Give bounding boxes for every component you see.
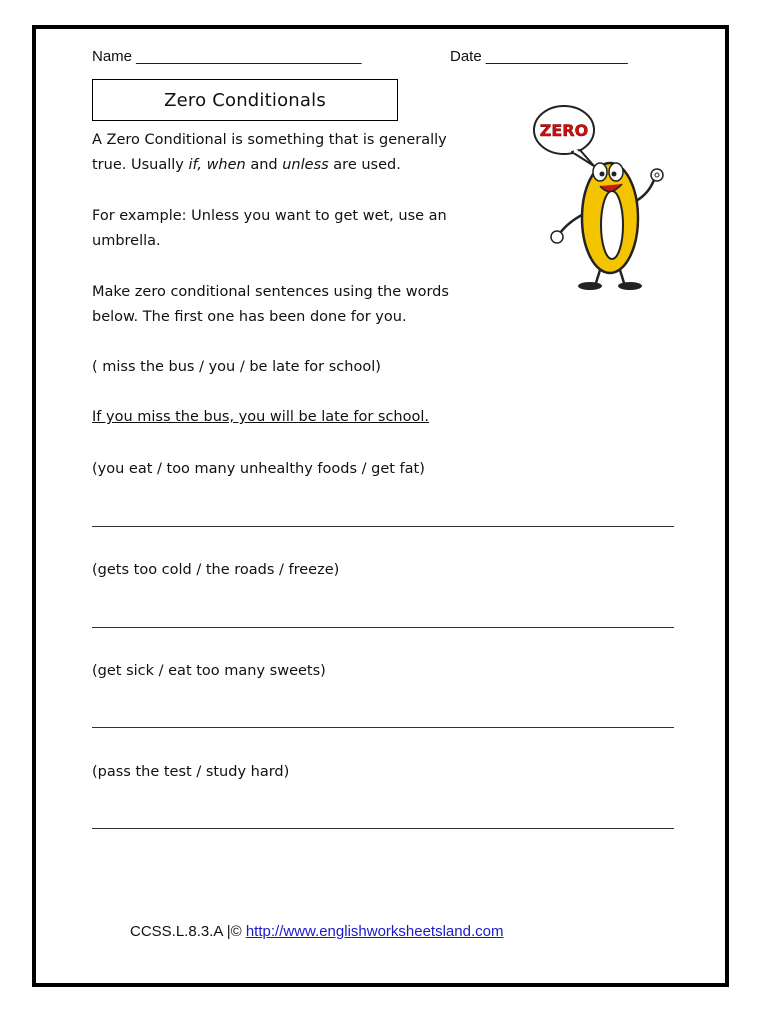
intro-if-when: if, when [188,157,246,173]
zero-mascot-icon [530,100,670,295]
intro-text-and: and [245,157,283,173]
answer-line-2[interactable] [92,627,674,628]
footer [130,923,503,940]
intro-line-1: A Zero Conditional is something that is generally [92,132,447,148]
intro-line-2 [92,153,401,178]
intro-unless: unless [282,157,329,173]
answer-line-4[interactable] [92,828,674,829]
intro-text-pre: true. Usually [92,157,189,173]
example-line-2: umbrella. [92,233,161,249]
mascot-bubble-text: ZERO [539,121,589,140]
page-title: Zero Conditionals [92,79,398,121]
exercise-prompt-1: (you eat / too many unhealthy foods / get fat) [92,461,425,477]
sample-answer: If you miss the bus, you will be late for school. [92,409,429,425]
exercise-prompt-2: (gets too cold / the roads / freeze) [92,562,340,578]
footer-standard: CCSS.L.8.3.A |© [130,923,246,940]
answer-line-3[interactable] [92,727,674,728]
answer-line-1[interactable] [92,526,674,527]
instructions-line-2: below. The first one has been done for you. [92,309,407,325]
exercise-prompt-3: (get sick / eat too many sweets) [92,663,326,679]
intro-text-post: are used. [328,157,401,173]
exercise-prompt-4: (pass the test / study hard) [92,764,290,780]
example-line-1: For example: Unless you want to get wet, use an [92,208,447,224]
footer-link[interactable]: http://www.englishworksheetsland.com [245,923,504,940]
date-field[interactable]: Date _________________ [450,48,628,65]
instructions-line-1: Make zero conditional sentences using the words [92,284,449,300]
sample-prompt: ( miss the bus / you / be late for school) [92,359,381,375]
name-field[interactable]: Name ___________________________ [92,48,362,65]
